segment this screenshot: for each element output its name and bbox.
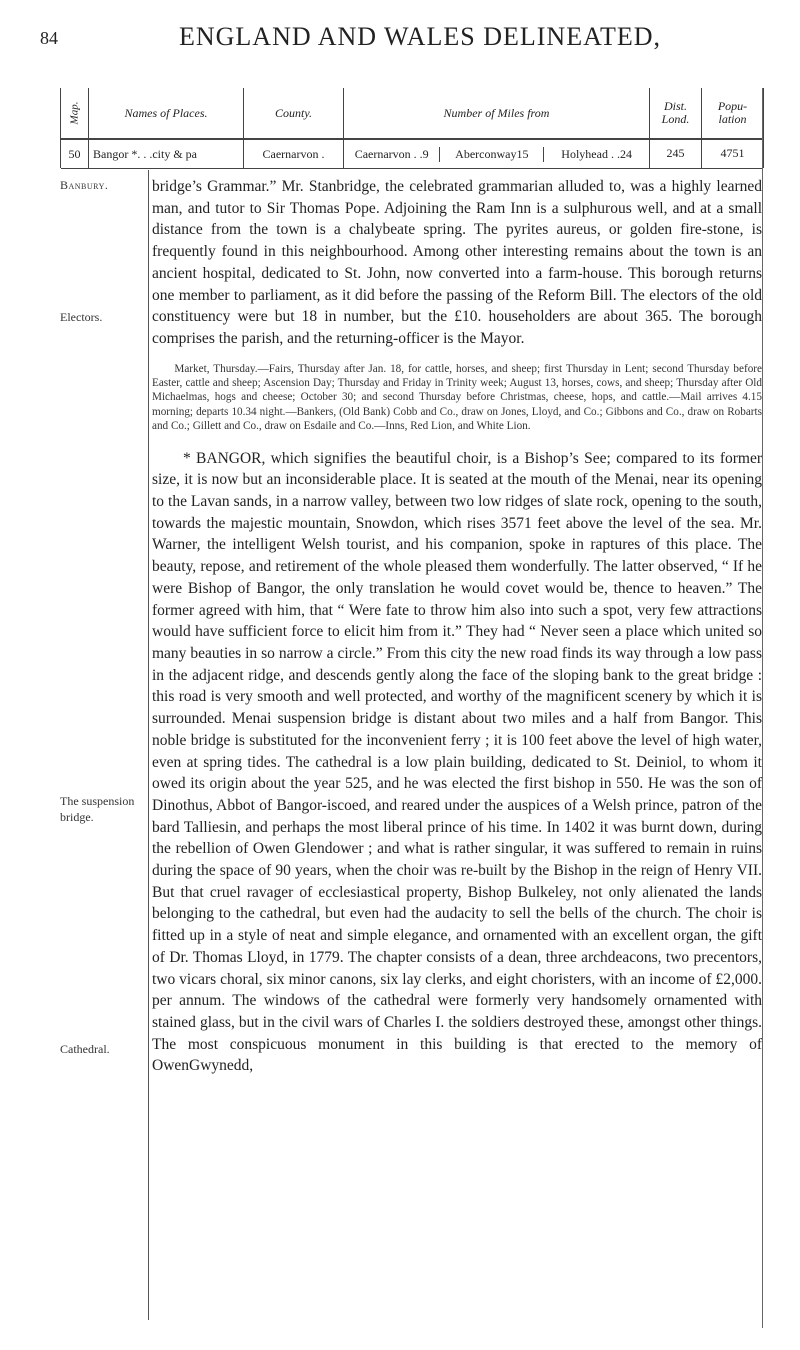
entry-mile-1: Caernarvon . .9 [344,147,440,162]
entry-map: 50 [61,140,89,168]
fairs-paragraph: Market, Thursday.—Fairs, Thursday after Jan. 18, for cattle, horses, and sheep; first Thursday in Lent; second Thursday before Easter, cattle and sheep; Ascension Day; Thursday and Friday in Trinity week; August 13, horses, cows, and sheep; Thursday after Old Michaelmas, hogs and cheese; October 30; and second Thursday before Christmas, cheese, hops, and cattle.—Mail arrives 4.15 morning; departs 10.34 night.—Bankers, (Old Bank) Cobb and Co., draw on Jones, Lloyd, and Co.; Gibbons and Co., draw on Robarts and Co.; Gillett and Co., draw on Esdaile and Co.—Inns, Red Lion, and White Lion. [152,362,762,433]
entry-mile-2: Aberconway15 [440,147,544,162]
paragraph-bangor: * BANGOR, which signifies the beautiful choir, is a Bishop’s See; compared to its former size, it is now but an inconsiderable place. It is seated at the mouth of the Menai, near its opening to the Lavan sands, in a narrow valley, between two low ridges of slate rock, opening to the south, towards the majestic mountain, Snowdon, which rises 3571 feet above the level of the sea. Mr. Warner, the intelligent Welsh tourist, and his companion, spoke in raptures of this place. The beauty, repose, and retirement of the whole pleased them wonderfully. The latter observed, “ If he were Bishop of Bangor, the only translation he would covet would be, thence to heaven.” The former agreed with him, that “ Were fate to throw him also into such a spot, very few attractions would have sufficient force to elicit him from it.” They had “ Never seen a place which united so many beauties in so narrow a circle.” From this city the new road finds its way through a low pass in the adjacent ridge, and descends gently along the face of the sloping bank to the great bridge : this road is very smooth and well protected, and worthy of the magnificent scenery by which it is surrounded. Menai suspension bridge is distant about two miles and a half from Bangor. This noble bridge is substituted for the inconvenient ferry ; it is 100 feet above the level of high water, even at spring tides. The cathedral is a low plain building, dedicated to St. Deiniol, to whom it owed its origin about the year 525, and he was elected the first bishop in 550. He was the son of Dinothus, Abbot of Bangor-iscoed, and reared under the auspices of a Welsh prince, patron of the bard Talliesin, and perhaps the most liberal prince of his time. In 1402 it was burnt down, during the rebellion of Owen Glendower ; and what is rather singular, it was suffered to remain in ruins during the space of 90 years, when the choir was re-built by the Bishop in the reign of Henry VII. But that cruel ravager of ecclesiastical property, Bishop Bulkeley, not only alienated the lands belonging to the cathedral, but even had the audacity to sell the bells of the church. The choir is fitted up in a style of neat and simple elegance, and ornamented with an excellent organ, the gift of Dr. Thomas Lloyd, in 1779. The chapter consists of a dean, three archdeacons, two precentors, two vicars choral, six minor canons, six lay clerks, and eight choristers, with an income of £2,000. per annum. The windows of the cathedral were formerly very handsomely ornamented with stained glass, but in the civil wars of Charles I. the soldiers destroyed these, amongst other things. The most conspicuous monument in this building is that erected to the memory of OwenGwynedd, [152,449,762,1075]
body-text [152,176,762,1077]
page-number: 84 [40,28,58,48]
right-rule [762,88,763,1328]
running-title: ENGLAND AND WALES DELINEATED, [178,22,662,51]
entry-dist: 245 [650,140,702,168]
column-county: County. [244,88,344,138]
entry-population: 4751 [720,146,745,161]
column-map: Map. [61,88,89,138]
column-header-table [60,88,764,168]
margin-note-cathedral: Cathedral. [60,1042,110,1056]
paragraph-banbury: bridge’s Grammar.” Mr. Stanbridge, the celebrated grammarian alluded to, was a highly learned man, and tutor to Sir Thomas Pope. Adjoining the Ram Inn is a sulphurous well, and at a small distance from the town is a chalybeate spring. The pyrites aureus, or golden fire-stone, is frequently found in this neighbourhood. Among other interesting remains about the town is an ancient hospital, dedicated to St. John, now converted into a farm-house. This borough returns one member to parliament, as it did before the passing of the Reform Bill. The electors of the old constituency were but 18 in number, but the £10. householders are about 365. The borough comprises the parish, and the returning-officer is the Mayor. [152,178,762,347]
margin-note-suspension-bridge: The suspension bridge. [60,794,135,824]
entry-county: Caernarvon . [244,140,344,168]
column-names: Names of Places. [89,88,244,138]
column-dist: Dist. Lond. [650,88,702,138]
margin-notes [60,170,149,1320]
column-header-row [61,88,763,139]
entry-row [61,139,763,169]
entry-mile-3: Holyhead . .24 [561,146,632,161]
entry-name: Bangor *. . .city & pa [89,140,244,168]
page-header [0,0,800,70]
entry-miles [344,140,650,168]
margin-note-electors: Electors. [60,310,103,324]
margin-note-banbury: Banbury. [60,178,109,192]
column-population: Popu-lation [717,98,748,126]
column-miles: Number of Miles from [344,88,650,138]
